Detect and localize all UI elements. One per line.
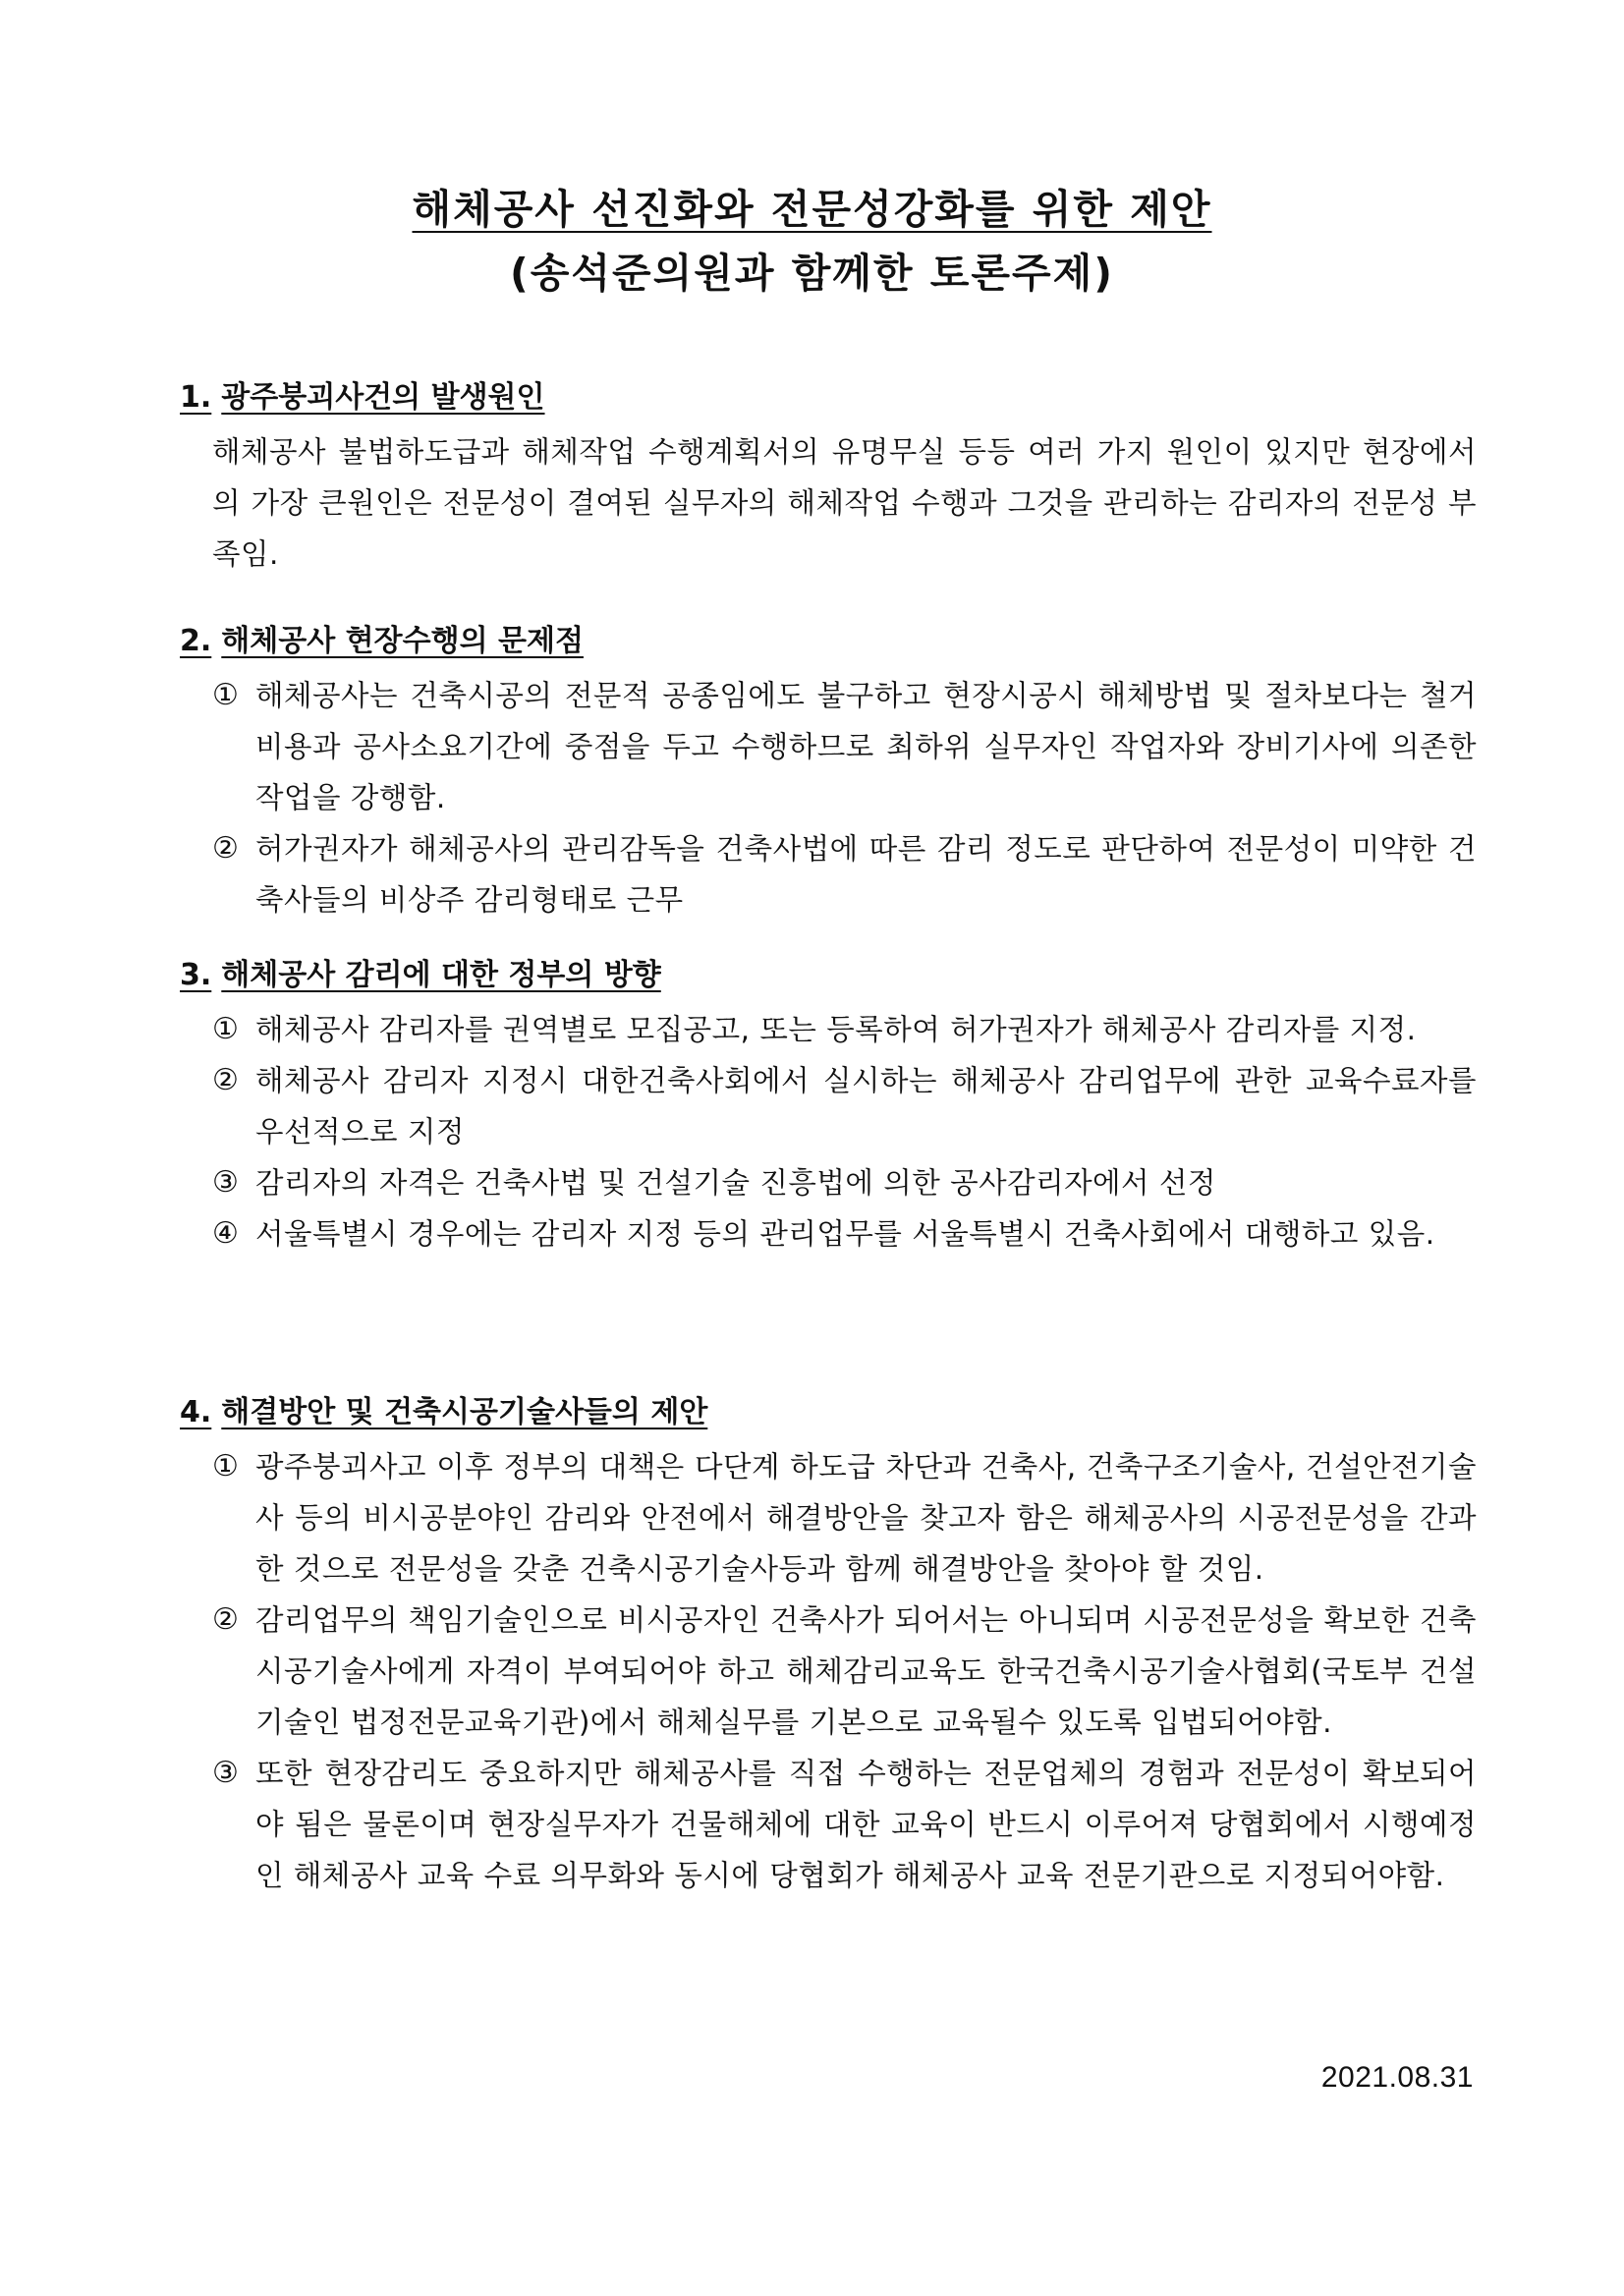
item-text: 해체공사 감리자 지정시 대한건축사회에서 실시하는 해체공사 감리업무에 관한 교육수료자를 우선적으로 지정 xyxy=(255,1064,1477,1148)
section-heading xyxy=(180,378,1477,417)
item-marker: ② xyxy=(212,831,240,866)
item-marker: ① xyxy=(212,678,240,712)
section-1 xyxy=(180,378,1477,580)
item-marker: ③ xyxy=(212,1165,240,1200)
item-text: 서울특별시 경우에는 감리자 지정 등의 관리업무를 서울특별시 건축사회에서 대행하고 있음. xyxy=(255,1217,1435,1251)
document-date: 2021.08.31 xyxy=(1320,2061,1474,2094)
section-title: 해체공사 현장수행의 문제점 xyxy=(221,624,584,658)
item-marker: ① xyxy=(212,1449,240,1484)
section-paragraph: 해체공사 불법하도급과 해체작업 수행계획서의 유명무실 등등 여러 가지 원인이 있지만 현장에서의 가장 큰원인은 전문성이 결여된 실무자의 해체작업 수행과 그것을 관리하는 감리자의 전문성 부족임. xyxy=(212,435,1477,571)
list-item xyxy=(212,1595,1477,1748)
list-item xyxy=(212,823,1477,925)
item-text: 감리자의 자격은 건축사법 및 건설기술 진흥법에 의한 공사감리자에서 선정 xyxy=(255,1166,1216,1200)
item-text: 허가권자가 해체공사의 관리감독을 건축사법에 따른 감리 정도로 판단하여 전문성이 미약한 건축사들의 비상주 감리형태로 근무 xyxy=(255,832,1477,917)
section-heading xyxy=(180,622,1477,660)
section-title: 해체공사 감리에 대한 정부의 방향 xyxy=(221,958,661,992)
item-text: 해체공사 감리자를 권역별로 모집공고, 또는 등록하여 허가권자가 해체공사 감리자를 지정. xyxy=(255,1013,1417,1046)
item-marker: ④ xyxy=(212,1216,240,1251)
item-marker: ② xyxy=(212,1063,240,1097)
section-number: 1. xyxy=(180,380,212,415)
section-number: 2. xyxy=(180,624,212,658)
list-item xyxy=(212,1208,1477,1260)
item-text: 해체공사는 건축시공의 전문적 공종임에도 불구하고 현장시공시 해체방법 및 절차보다는 철거비용과 공사소요기간에 중점을 두고 수행하므로 최하위 실무자인 작업자와 장비기사에 의존한 작업을 강행함. xyxy=(255,679,1477,814)
list-item xyxy=(212,1004,1477,1055)
list-item xyxy=(212,1055,1477,1157)
section-2 xyxy=(180,622,1477,925)
section-heading xyxy=(180,956,1477,994)
list-item xyxy=(212,1441,1477,1595)
list-item xyxy=(212,1748,1477,1901)
item-text: 광주붕괴사고 이후 정부의 대책은 다단계 하도급 차단과 건축사, 건축구조기술사, 건설안전기술사 등의 비시공분야인 감리와 안전에서 해결방안을 찾고자 함은 해체공사의 시공전문성을 간과한 것으로 전문성을 갖춘 건축시공기술사등과 함께 해결방안을 찾아야 할 것임. xyxy=(255,1450,1477,1586)
item-marker: ② xyxy=(212,1602,240,1637)
section-number: 4. xyxy=(180,1395,212,1429)
list-item xyxy=(212,1157,1477,1208)
item-marker: ① xyxy=(212,1012,240,1046)
document-title: 해체공사 선진화와 전문성강화를 위한 제안 xyxy=(412,186,1212,233)
section-number: 3. xyxy=(180,958,212,992)
section-3 xyxy=(180,956,1477,1260)
item-text: 또한 현장감리도 중요하지만 해체공사를 직접 수행하는 전문업체의 경험과 전문성이 확보되어야 됨은 물론이며 현장실무자가 건물해체에 대한 교육이 반드시 이루어져 당협회에서 시행예정인 해체공사 교육 수료 의무화와 동시에 당협회가 해체공사 교육 전문기관으로 지정되어야함. xyxy=(255,1757,1477,1892)
document-subtitle: (송석준의원과 함께한 토론주제) xyxy=(510,250,1114,298)
item-text: 감리업무의 책임기술인으로 비시공자인 건축사가 되어서는 아니되며 시공전문성을 확보한 건축시공기술사에게 자격이 부여되어야 하고 해체감리교육도 한국건축시공기술사협회(국토부 건설기술인 법정전문교육기관)에서 해체실무를 기본으로 교육될수 있도록 입법되어야함. xyxy=(255,1603,1477,1739)
section-heading xyxy=(180,1393,1477,1431)
list-item xyxy=(212,670,1477,823)
section-title: 광주붕괴사건의 발생원인 xyxy=(221,380,545,415)
section-4 xyxy=(180,1393,1477,1901)
title-block xyxy=(0,185,1624,300)
item-marker: ③ xyxy=(212,1756,240,1790)
section-title: 해결방안 및 건축시공기술사들의 제안 xyxy=(221,1395,708,1429)
